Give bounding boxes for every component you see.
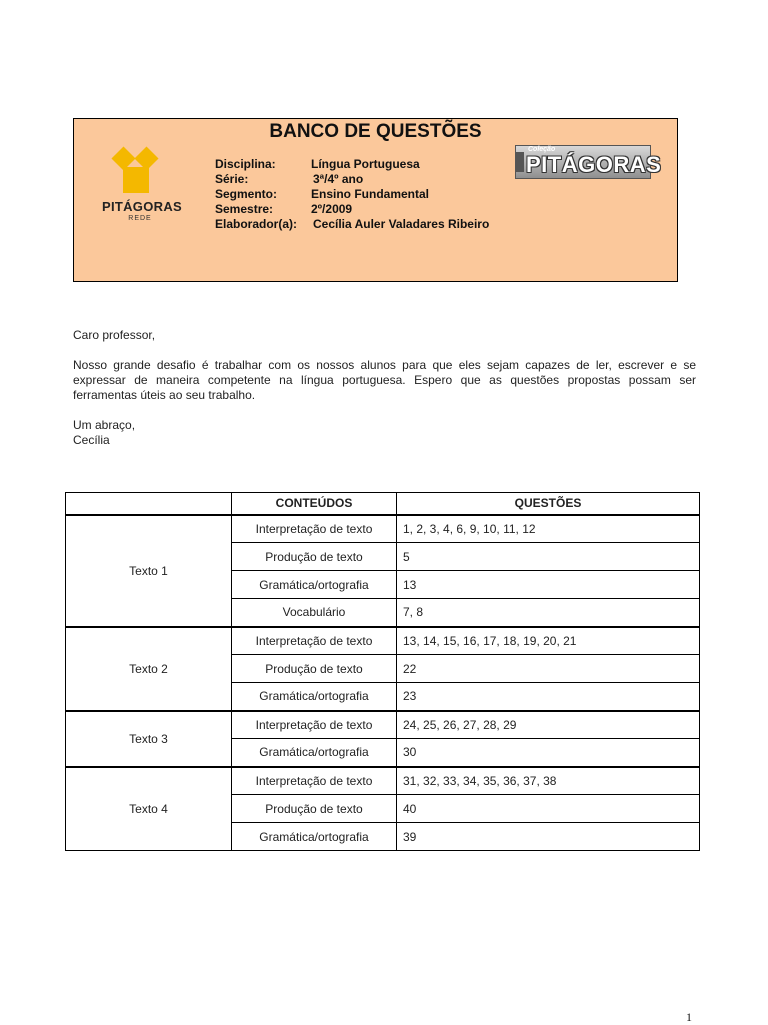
logo-right-big-text: PITÁGORAS xyxy=(526,152,662,177)
colecao-pitagoras-logo xyxy=(515,145,662,179)
questoes-cell: 13, 14, 15, 16, 17, 18, 19, 20, 21 xyxy=(397,627,700,655)
logo-name: PITÁGORAS xyxy=(102,199,182,214)
header-cell-conteudos: CONTEÚDOS xyxy=(232,493,397,515)
document-title: BANCO DE QUESTÕES xyxy=(269,121,482,142)
pitagoras-rede-logo xyxy=(104,147,184,227)
letter xyxy=(73,328,696,448)
questoes-cell: 7, 8 xyxy=(397,599,700,627)
info-label: Disciplina: xyxy=(215,157,276,171)
header-cell-questoes: QUESTÕES xyxy=(397,493,700,515)
texto-cell: Texto 1 xyxy=(66,515,232,627)
info-label: Elaborador(a): xyxy=(215,217,298,231)
conteudo-cell: Interpretação de texto xyxy=(232,711,397,739)
questoes-cell: 39 xyxy=(397,823,700,851)
logo-subtitle: REDE xyxy=(128,215,152,222)
info-value: Língua Portuguesa xyxy=(311,157,420,171)
table-row xyxy=(66,515,700,543)
letter-greeting: Caro professor, xyxy=(73,328,156,342)
texto-cell: Texto 4 xyxy=(66,767,232,851)
conteudo-cell: Gramática/ortografia xyxy=(232,739,397,767)
info-row-elaborador xyxy=(215,217,489,232)
conteudo-cell: Vocabulário xyxy=(232,599,397,627)
conteudo-cell: Interpretação de texto xyxy=(232,767,397,795)
conteudo-cell: Interpretação de texto xyxy=(232,515,397,543)
info-value: 2º/2009 xyxy=(311,202,353,216)
conteudo-cell: Interpretação de texto xyxy=(232,627,397,655)
questoes-cell: 1, 2, 3, 4, 6, 9, 10, 11, 12 xyxy=(397,515,700,543)
table-row xyxy=(66,711,700,739)
header-box xyxy=(73,118,678,282)
info-block xyxy=(215,157,489,232)
info-row-semestre xyxy=(215,202,489,217)
questoes-cell: 22 xyxy=(397,655,700,683)
info-label: Segmento: xyxy=(215,187,278,201)
texto-cell: Texto 3 xyxy=(66,711,232,767)
conteudo-cell: Gramática/ortografia xyxy=(232,571,397,599)
questions-table xyxy=(65,492,700,851)
texto-cell: Texto 2 xyxy=(66,627,232,711)
questoes-cell: 31, 32, 33, 34, 35, 36, 37, 38 xyxy=(397,767,700,795)
info-value: Ensino Fundamental xyxy=(311,187,430,201)
letter-body: Nosso grande desafio é trabalhar com os nossos alunos para que eles sejam capazes de ler, escrever e se expressar de maneira competente na língua portuguesa. Espero que as questões propostas possam ser ferramentas úteis ao seu trabalho. xyxy=(73,358,696,402)
logo-right-small-text: Coleção xyxy=(528,146,556,153)
conteudo-cell: Gramática/ortografia xyxy=(232,823,397,851)
table-row xyxy=(66,767,700,795)
info-label: Semestre: xyxy=(215,202,274,216)
info-label: Série: xyxy=(215,172,249,186)
info-row-segmento xyxy=(215,187,489,202)
logo-bar-icon xyxy=(516,152,524,172)
questoes-cell: 40 xyxy=(397,795,700,823)
questoes-cell: 13 xyxy=(397,571,700,599)
conteudo-cell: Produção de texto xyxy=(232,543,397,571)
page-number: 1 xyxy=(686,1010,692,1024)
info-value: Cecília Auler Valadares Ribeiro xyxy=(313,217,490,231)
letter-signature: Cecília xyxy=(73,433,110,447)
table-header-row xyxy=(66,493,700,515)
questoes-cell: 5 xyxy=(397,543,700,571)
info-row-serie xyxy=(215,172,489,187)
conteudo-cell: Produção de texto xyxy=(232,795,397,823)
questoes-cell: 23 xyxy=(397,683,700,711)
conteudo-cell: Produção de texto xyxy=(232,655,397,683)
questoes-cell: 30 xyxy=(397,739,700,767)
info-value: 3ª/4º ano xyxy=(313,172,364,186)
questoes-cell: 24, 25, 26, 27, 28, 29 xyxy=(397,711,700,739)
letter-closing: Um abraço, xyxy=(73,418,136,432)
conteudo-cell: Gramática/ortografia xyxy=(232,683,397,711)
header-cell-empty xyxy=(66,493,232,515)
info-row-disciplina xyxy=(215,157,489,172)
table-row xyxy=(66,627,700,655)
pitagoras-logo-shapes-icon xyxy=(108,147,164,197)
